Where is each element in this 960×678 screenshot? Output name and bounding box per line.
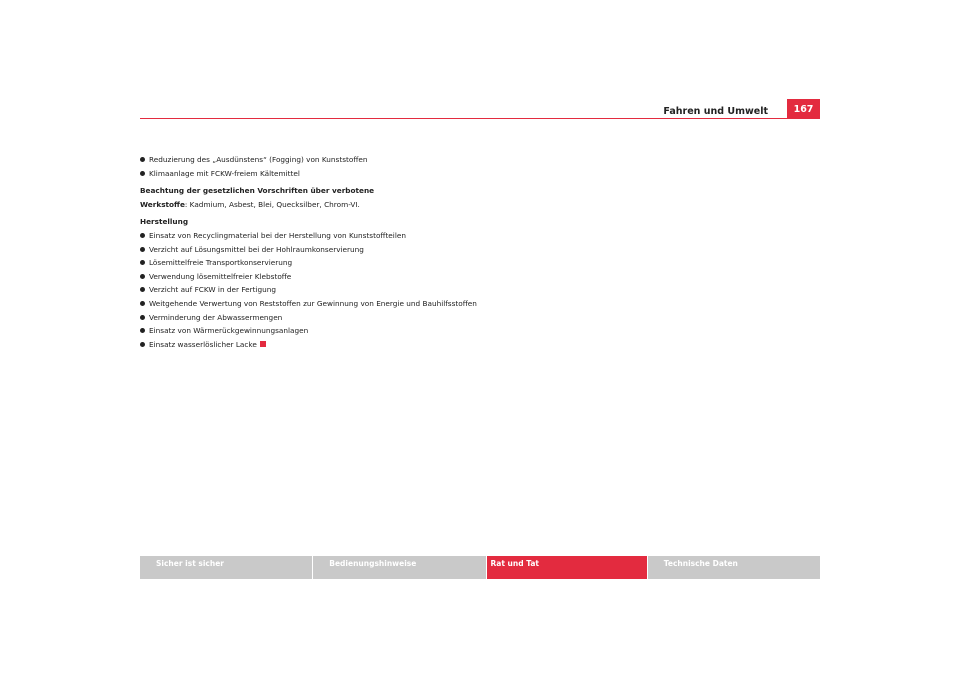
list-item bbox=[140, 153, 480, 167]
content-body bbox=[140, 153, 480, 351]
page-header-title: Fahren und Umwelt bbox=[663, 106, 768, 117]
regulations-text: : Kadmium, Asbest, Blei, Quecksilber, Chrom-VI. bbox=[184, 199, 360, 209]
list-item bbox=[140, 338, 480, 352]
list-item-text: Klimaanlage mit FCKW-freiem Kältemittel bbox=[149, 168, 300, 178]
list-item-text: Einsatz von Wärmerückgewinnungsanlagen bbox=[149, 326, 309, 336]
list-item bbox=[140, 270, 480, 284]
list-item bbox=[140, 243, 480, 257]
list-item bbox=[140, 324, 480, 338]
tab-sicher-ist-sicher[interactable]: Sicher ist sicher bbox=[140, 556, 313, 579]
list-item bbox=[140, 297, 480, 311]
list-item-text: Verzicht auf Lösungsmittel bei der Hohlraumkonservierung bbox=[149, 244, 364, 254]
list-item bbox=[140, 229, 480, 243]
section-heading-production: Herstellung bbox=[140, 217, 189, 227]
list-item-text: Lösemittelfreie Transportkonservierung bbox=[149, 258, 293, 268]
header-divider bbox=[140, 118, 820, 119]
regulations-heading-line2: Werkstoffe bbox=[140, 199, 185, 209]
bullet-icon bbox=[140, 171, 145, 176]
tab-rat-und-tat[interactable]: Rat und Tat bbox=[487, 556, 648, 579]
tab-technische-daten[interactable]: Technische Daten bbox=[648, 556, 820, 579]
chapter-navigation bbox=[140, 556, 820, 579]
list-item-text: Verzicht auf FCKW in der Fertigung bbox=[149, 285, 277, 295]
list-item-text: Einsatz wasserlöslicher Lacke bbox=[149, 339, 257, 349]
list-item-text: Einsatz von Recyclingmaterial bei der Herstellung von Kunststoffteilen bbox=[149, 230, 406, 240]
tab-bedienungshinweise[interactable]: Bedienungshinweise bbox=[313, 556, 486, 579]
bullet-icon bbox=[140, 247, 145, 252]
regulations-heading-line1: Beachtung der gesetzlichen Vorschriften über verbotene bbox=[140, 186, 375, 196]
page-number: 167 bbox=[787, 99, 820, 119]
list-item-text: Reduzierung des „Ausdünstens“ (Fogging) von Kunststoffen bbox=[149, 155, 368, 164]
list-item-text: Verminderung der Abwassermengen bbox=[149, 312, 283, 322]
list-item bbox=[140, 311, 480, 325]
bullet-icon bbox=[140, 315, 145, 320]
bullet-icon bbox=[140, 274, 145, 279]
section-end-icon bbox=[260, 341, 266, 347]
list-item-text: Verwendung lösemittelfreier Klebstoffe bbox=[149, 271, 292, 281]
bullet-icon bbox=[140, 342, 145, 347]
list-item bbox=[140, 256, 480, 270]
bullet-icon bbox=[140, 328, 145, 333]
bullet-icon bbox=[140, 287, 145, 292]
bullet-icon bbox=[140, 157, 145, 162]
list-item bbox=[140, 167, 480, 181]
regulations-paragraph bbox=[140, 184, 480, 211]
bullet-icon bbox=[140, 301, 145, 306]
bullet-icon bbox=[140, 233, 145, 238]
list-item-text: Weitgehende Verwertung von Reststoffen zur Gewinnung von Energie und Bauhilfsstoffen bbox=[149, 298, 477, 308]
list-item bbox=[140, 283, 480, 297]
bullet-icon bbox=[140, 260, 145, 265]
